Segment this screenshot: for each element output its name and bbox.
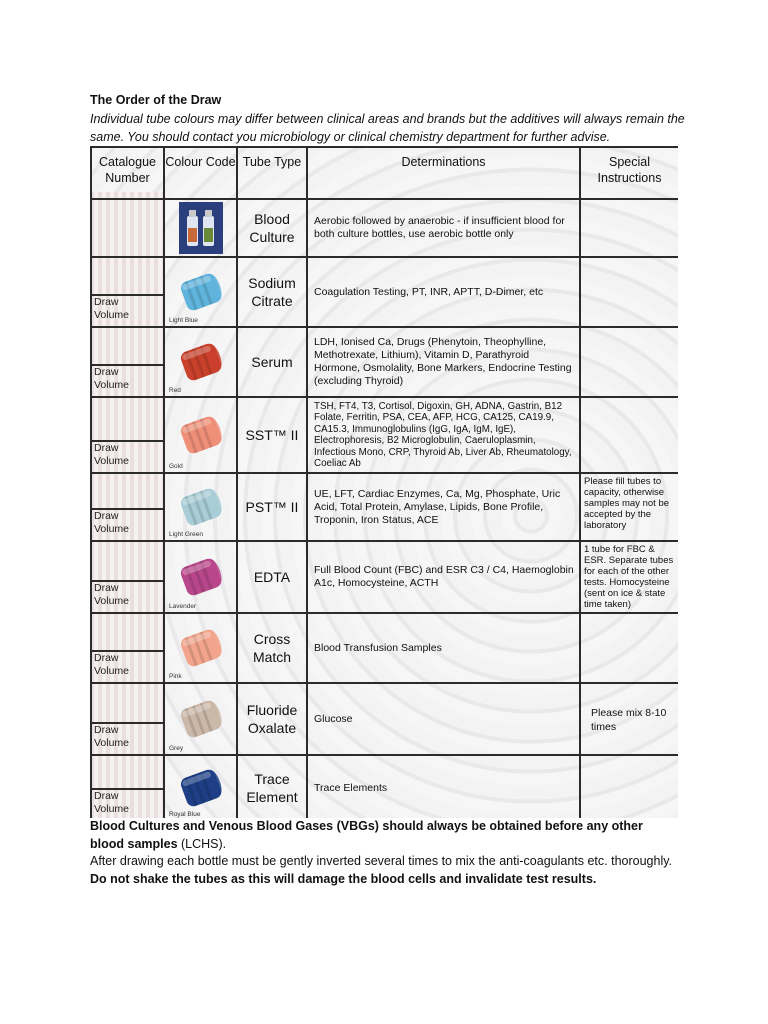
footer-line-1-bold: Blood Cultures and Venous Blood Gases (VBGs) should always be obtained before any other blood samples xyxy=(90,819,643,851)
table-row xyxy=(91,199,678,257)
cap-colour-label: Red xyxy=(169,387,181,394)
table-row xyxy=(91,613,678,683)
gold-cap-icon xyxy=(175,412,227,458)
footer-line-2 xyxy=(90,853,680,888)
cap-colour-label: Pink xyxy=(169,673,182,680)
draw-volume-label: Draw Volume xyxy=(94,582,130,607)
page-heading: The Order of the Draw xyxy=(90,93,222,107)
determinations-cell: Full Blood Count (FBC) and ESR C3 / C4, Haemoglobin A1c, Homocysteine, ACTH xyxy=(307,541,580,613)
tube-type-cell: Blood Culture xyxy=(237,199,307,257)
cap-colour-label: Grey xyxy=(169,745,184,752)
determinations-cell: LDH, Ionised Ca, Drugs (Phenytoin, Theophylline, Methotrexate, Lithium), Vitamin D, Parathyroid Hormone, Osmolality, Bone Markers, Endocrine Testing (excluding Thyroid) xyxy=(307,327,580,397)
light-blue-cap-icon xyxy=(175,269,227,315)
table-row xyxy=(91,257,678,327)
cap-colour-label: Royal Blue xyxy=(169,811,201,818)
catalogue-cell xyxy=(91,683,164,755)
draw-volume-label: Draw Volume xyxy=(94,296,130,321)
intro-text: Individual tube colours may differ between clinical areas and brands but the additives will always remain the same. You should contact you microbiology or clinical chemistry department for further advise. xyxy=(90,112,685,144)
tube-type-cell: Cross Match xyxy=(237,613,307,683)
catalogue-cell xyxy=(91,755,164,818)
tube-type-cell: SST™ II xyxy=(237,397,307,473)
catalogue-cell xyxy=(91,613,164,683)
determinations-cell: Glucose xyxy=(307,683,580,755)
table-row xyxy=(91,541,678,613)
special-instructions-cell: Please mix 8-10 times xyxy=(580,683,678,755)
catalogue-cell xyxy=(91,327,164,397)
footer-line-1 xyxy=(90,818,680,853)
determinations-cell: TSH, FT4, T3, Cortisol, Digoxin, GH, ADNA, Gastrin, B12 Folate, Ferritin, PSA, CEA, AFP, HCG, CA125, CA19.9, CA15.3, Immunoglobulins (IgG, IgA, IgM, IgE), Electrophoresis, B2 Microglobulin, Caeruloplasmin, Infectious Mono, CRP, Thyroid Ab, Liver Ab, Rheumatology, Coeliac Ab xyxy=(307,397,580,473)
tube-type-cell: Trace Element xyxy=(237,755,307,818)
tube-type-cell: Serum xyxy=(237,327,307,397)
special-instructions-cell xyxy=(580,613,678,683)
header-determinations: Determinations xyxy=(307,147,580,199)
draw-volume-label: Draw Volume xyxy=(94,510,130,535)
tube-type-cell: Sodium Citrate xyxy=(237,257,307,327)
draw-volume-label: Draw Volume xyxy=(94,790,130,815)
colour-cell xyxy=(164,683,237,755)
table-row xyxy=(91,473,678,541)
tube-type-cell: EDTA xyxy=(237,541,307,613)
colour-cell xyxy=(164,541,237,613)
determinations-cell: Blood Transfusion Samples xyxy=(307,613,580,683)
cap-colour-label: Light Green xyxy=(169,531,203,538)
cap-colour-label: Light Blue xyxy=(169,317,198,324)
special-instructions-cell: Please fill tubes to capacity, otherwise samples may not be accepted by the laboratory xyxy=(580,473,678,541)
special-instructions-cell xyxy=(580,327,678,397)
header-tube: Tube Type xyxy=(237,147,307,199)
header-catalogue: Catalogue Number xyxy=(91,147,164,199)
colour-cell xyxy=(164,397,237,473)
special-instructions-cell xyxy=(580,755,678,818)
header-row xyxy=(91,147,678,199)
table-row xyxy=(91,397,678,473)
catalogue-cell xyxy=(91,473,164,541)
cap-colour-label: Lavender xyxy=(169,603,197,610)
colour-cell xyxy=(164,199,237,257)
culture-bottles-icon xyxy=(179,202,223,254)
pink-cap-icon xyxy=(175,625,227,671)
catalogue-cell xyxy=(91,199,164,257)
light-green-cap-icon xyxy=(175,484,227,530)
colour-cell xyxy=(164,257,237,327)
catalogue-cell xyxy=(91,257,164,327)
cap-colour-label: Gold xyxy=(169,463,183,470)
colour-cell xyxy=(164,327,237,397)
determinations-cell: UE, LFT, Cardiac Enzymes, Ca, Mg, Phosphate, Uric Acid, Total Protein, Amylase, Lipids, Bone Profile, Troponin, Iron Status, ACE xyxy=(307,473,580,541)
lavender-cap-icon xyxy=(175,554,227,600)
catalogue-cell xyxy=(91,397,164,473)
catalogue-cell xyxy=(91,541,164,613)
grey-cap-icon xyxy=(175,696,227,742)
table-row xyxy=(91,755,678,818)
tube-type-cell: Fluoride Oxalate xyxy=(237,683,307,755)
footer-line-2-plain: After drawing each bottle must be gently inverted several times to mix the anti-coagulants etc. thoroughly. xyxy=(90,854,673,868)
header-special: Special Instructions xyxy=(580,147,678,199)
tube-type-cell: PST™ II xyxy=(237,473,307,541)
special-instructions-cell: 1 tube for FBC & ESR. Separate tubes for each of the other tests. Homocysteine (sent on ice & state time taken) xyxy=(580,541,678,613)
colour-cell xyxy=(164,613,237,683)
draw-volume-label: Draw Volume xyxy=(94,724,130,749)
red-cap-icon xyxy=(175,339,227,385)
special-instructions-cell xyxy=(580,257,678,327)
footer-notes xyxy=(90,818,680,888)
draw-volume-label: Draw Volume xyxy=(94,652,130,677)
draw-volume-label: Draw Volume xyxy=(94,366,130,391)
footer-line-1-plain: (LCHS). xyxy=(177,836,227,851)
colour-cell xyxy=(164,473,237,541)
royal-blue-cap-icon xyxy=(175,765,227,811)
table-row xyxy=(91,327,678,397)
draw-volume-label: Draw Volume xyxy=(94,442,130,467)
order-of-draw-table xyxy=(90,146,678,818)
footer-line-2-bold: Do not shake the tubes as this will damage the blood cells and invalidate test results. xyxy=(90,871,597,886)
special-instructions-cell xyxy=(580,199,678,257)
determinations-cell: Aerobic followed by anaerobic - if insufficient blood for both culture bottles, use aerobic bottle only xyxy=(307,199,580,257)
colour-cell xyxy=(164,755,237,818)
table-row xyxy=(91,683,678,755)
special-instructions-cell xyxy=(580,397,678,473)
determinations-cell: Coagulation Testing, PT, INR, APTT, D-Dimer, etc xyxy=(307,257,580,327)
determinations-cell: Trace Elements xyxy=(307,755,580,818)
header-colour: Colour Code xyxy=(164,147,237,199)
